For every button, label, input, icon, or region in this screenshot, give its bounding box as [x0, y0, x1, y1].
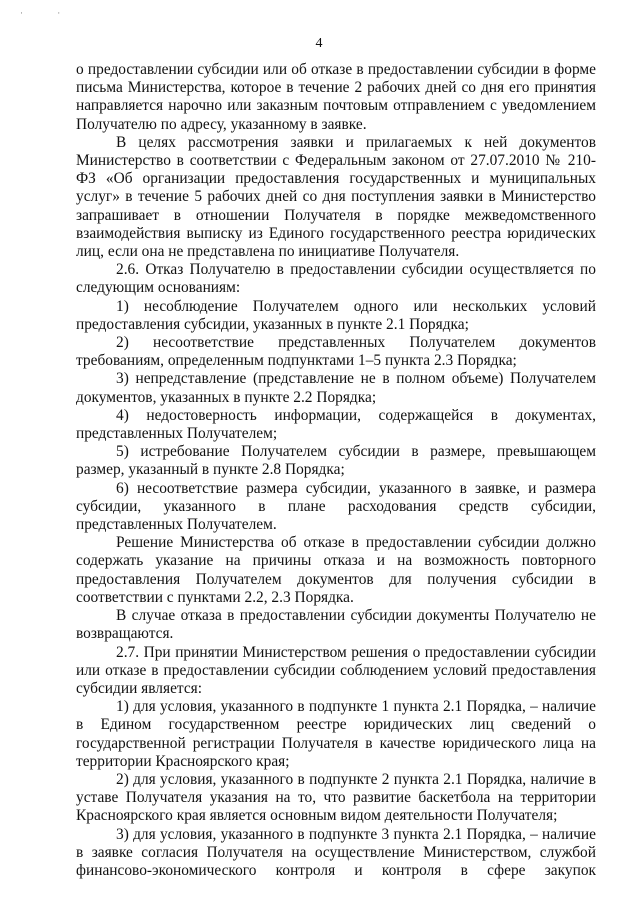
paragraph-p3: 2.6. Отказ Получателю в предоставлении субсидии осуществляется по следующим основаниям:: [76, 261, 596, 297]
paragraph-p1: о предоставлении субсидии или об отказе в предоставлении субсидии в форме письма Министерства, которое в течение 2 рабочих дней со дня его принятия направляется нарочно или заказным почтовым отправлением с уведомлением Получателю по адресу, указанному в заявке.: [76, 61, 596, 133]
page-number: 4: [315, 36, 323, 51]
paragraph-p10: Решение Министерства об отказе в предоставлении субсидии должно содержать указание на причины отказа и на возможность повторного предоставления Получателем документов для получения субсидии в соответствии с пунктами 2.2, 2.3 Порядка.: [76, 534, 596, 606]
paragraph-p14: 2) для условия, указанного в подпункте 2 пункта 2.1 Порядка, наличие в уставе Получателя указания на то, что развитие баскетбола на территории Красноярского края является основным видом деятельности Получателя;: [76, 770, 596, 825]
paragraph-p4: 1) несоблюдение Получателем одного или нескольких условий предоставления субсидии, указанных в пункте 2.1 Порядка;: [76, 297, 596, 333]
paragraph-p13: 1) для условия, указанного в подпункте 1 пункта 2.1 Порядка, – наличие в Едином государственном реестре юридических лиц сведений о государственной регистрации Получателя в качестве юридического лица на территории Красноярского края;: [76, 698, 596, 770]
paragraph-p5: 2) несоответствие представленных Получателем документов требованиям, определенным подпунктами 1–5 пункта 2.3 Порядка;: [76, 334, 596, 370]
paragraph-p15: 3) для условия, указанного в подпункте 3 пункта 2.1 Порядка, – наличие в заявке согласия Получателя на осуществление Министерством, службой финансово-экономического контроля и контроля в сфере закупок: [76, 825, 596, 879]
paragraph-p2: В целях рассмотрения заявки и прилагаемых к ней документов Министерство в соответствии с Федеральным законом от 27.07.2010 № 210-ФЗ «Об организации предоставления государственных и муниципальных услуг» в течение 5 рабочих дней со дня поступления заявки в Министерство запрашивает в отношении Получателя в порядке межведомственного взаимодействия выписку из Единого государственного реестра юридических лиц, если она не представлена по инициативе Получателя.: [76, 133, 596, 261]
paragraph-p8: 5) истребование Получателем субсидии в размере, превышающем размер, указанный в пункте 2.8 Порядка;: [76, 443, 596, 479]
paragraph-p9: 6) несоответствие размера субсидии, указанного в заявке, и размера субсидии, указанного в плане расходования средств субсидии, представленных Получателем.: [76, 479, 596, 534]
paragraph-p6: 3) непредставление (представление не в полном объеме) Получателем документов, указанных в пункте 2.2 Порядка;: [76, 370, 596, 406]
paragraph-p11: В случае отказа в предоставлении субсидии документы Получателю не возвращаются.: [76, 607, 596, 643]
paragraph-p7: 4) недостоверность информации, содержащейся в документах, представленных Получателем;: [76, 406, 596, 443]
document-body: [76, 61, 596, 880]
paragraph-p12: 2.7. При принятии Министерством решения о предоставлении субсидии или отказе в предоставлении субсидии соблюдением условий предоставления субсидии является:: [76, 643, 596, 697]
scan-specks: · ·: [20, 8, 77, 18]
